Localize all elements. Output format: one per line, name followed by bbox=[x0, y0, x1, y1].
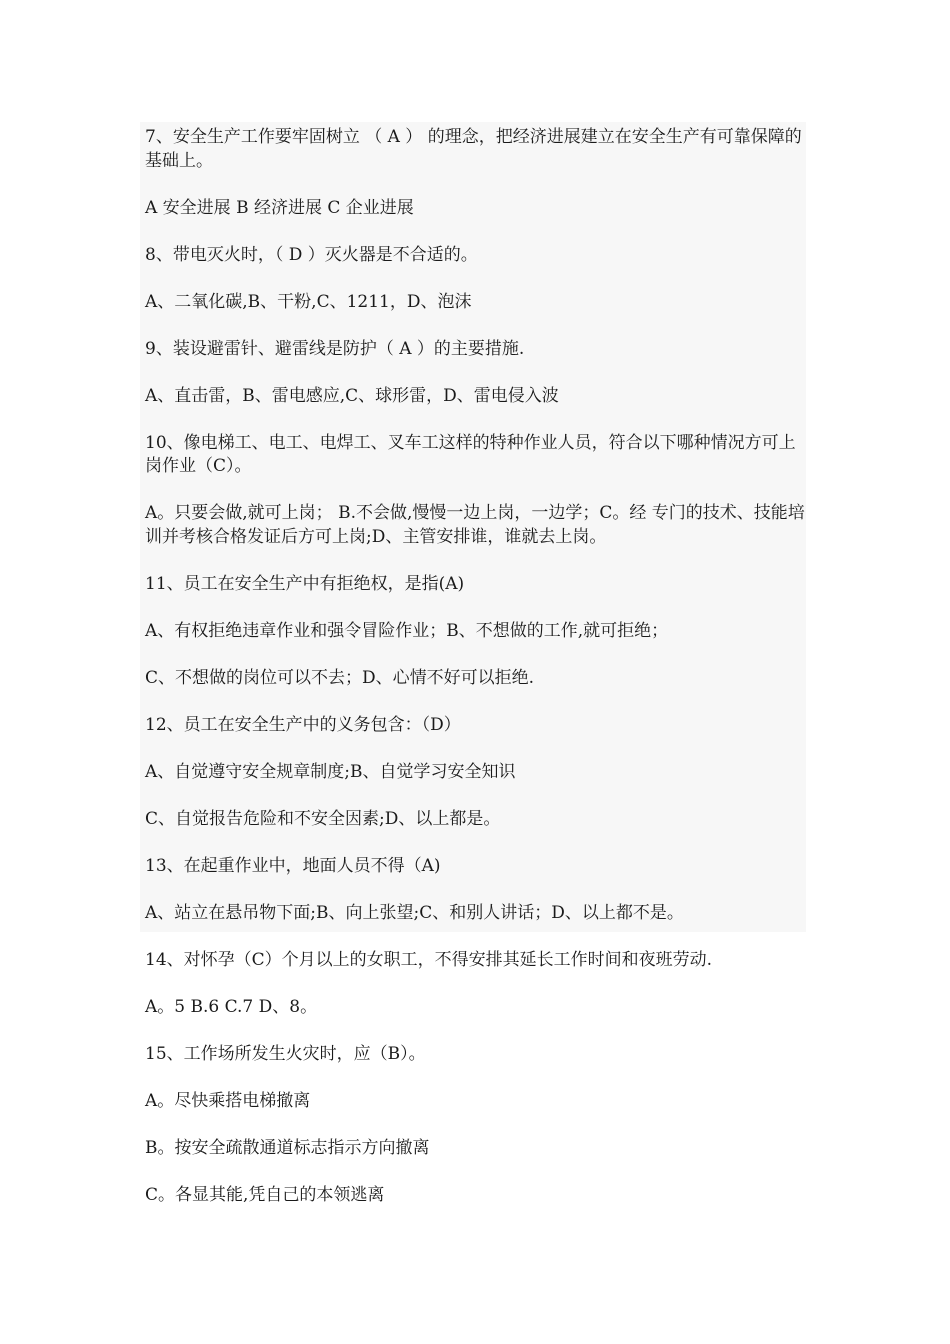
options-14: A。5 B.6 C.7 D、8。 bbox=[145, 996, 318, 1017]
option-15-c: C。各显其能,凭自己的本领逃离 bbox=[145, 1184, 385, 1205]
question-10: 10、像电梯工、电工、电焊工、叉车工这样的特种作业人员，符合以下哪种情况方可上岗作业（C）。 bbox=[145, 432, 796, 476]
options-11-line-1: A、有权拒绝违章作业和强令冒险作业；B、不想做的工作,就可拒绝； bbox=[145, 620, 669, 641]
options-8: A、二氧化碳,B、干粉,C、1211，D、泡沫 bbox=[145, 291, 472, 312]
question-9: 9、装设避雷针、避雷线是防护（ A ）的主要措施. bbox=[145, 338, 525, 359]
options-13: A、站立在悬吊物下面;B、向上张望;C、和别人讲话；D、以上都不是。 bbox=[145, 902, 684, 923]
question-12: 12、员工在安全生产中的义务包含：（D） bbox=[145, 714, 461, 735]
question-11: 11、员工在安全生产中有拒绝权，是指(A) bbox=[145, 573, 465, 594]
question-13: 13、在起重作业中，地面人员不得（A) bbox=[145, 855, 441, 876]
question-15: 15、工作场所发生火灾时，应（B）。 bbox=[145, 1043, 426, 1064]
question-14: 14、对怀孕（C）个月以上的女职工，不得安排其延长工作时间和夜班劳动. bbox=[145, 949, 713, 970]
question-8: 8、带电灭火时，（ D ）灭火器是不合适的。 bbox=[145, 244, 478, 265]
document-body bbox=[145, 126, 807, 1231]
options-11-line-2: C、不想做的岗位可以不去；D、心情不好可以拒绝. bbox=[145, 667, 535, 688]
options-12-line-2: C、自觉报告危险和不安全因素;D、以上都是。 bbox=[145, 808, 501, 829]
options-12-line-1: A、自觉遵守安全规章制度;B、自觉学习安全知识 bbox=[145, 761, 516, 782]
option-15-b: B。按安全疏散通道标志指示方向撤离 bbox=[145, 1137, 430, 1158]
options-9: A、直击雷，B、雷电感应,C、球形雷，D、雷电侵入波 bbox=[145, 385, 559, 406]
options-7: A 安全进展 B 经济进展 C 企业进展 bbox=[145, 197, 414, 218]
options-10: A。只要会做,就可上岗； B.不会做,慢慢一边上岗，一边学；C。经 专门的技术、技能培训并考核合格发证后方可上岗;D、主管安排谁，谁就去上岗。 bbox=[145, 503, 805, 547]
question-7: 7、安全生产工作要牢固树立 （ A ） 的理念，把经济进展建立在安全生产有可靠保障的基础上。 bbox=[145, 127, 802, 171]
option-15-a: A。尽快乘搭电梯撤离 bbox=[145, 1090, 311, 1111]
